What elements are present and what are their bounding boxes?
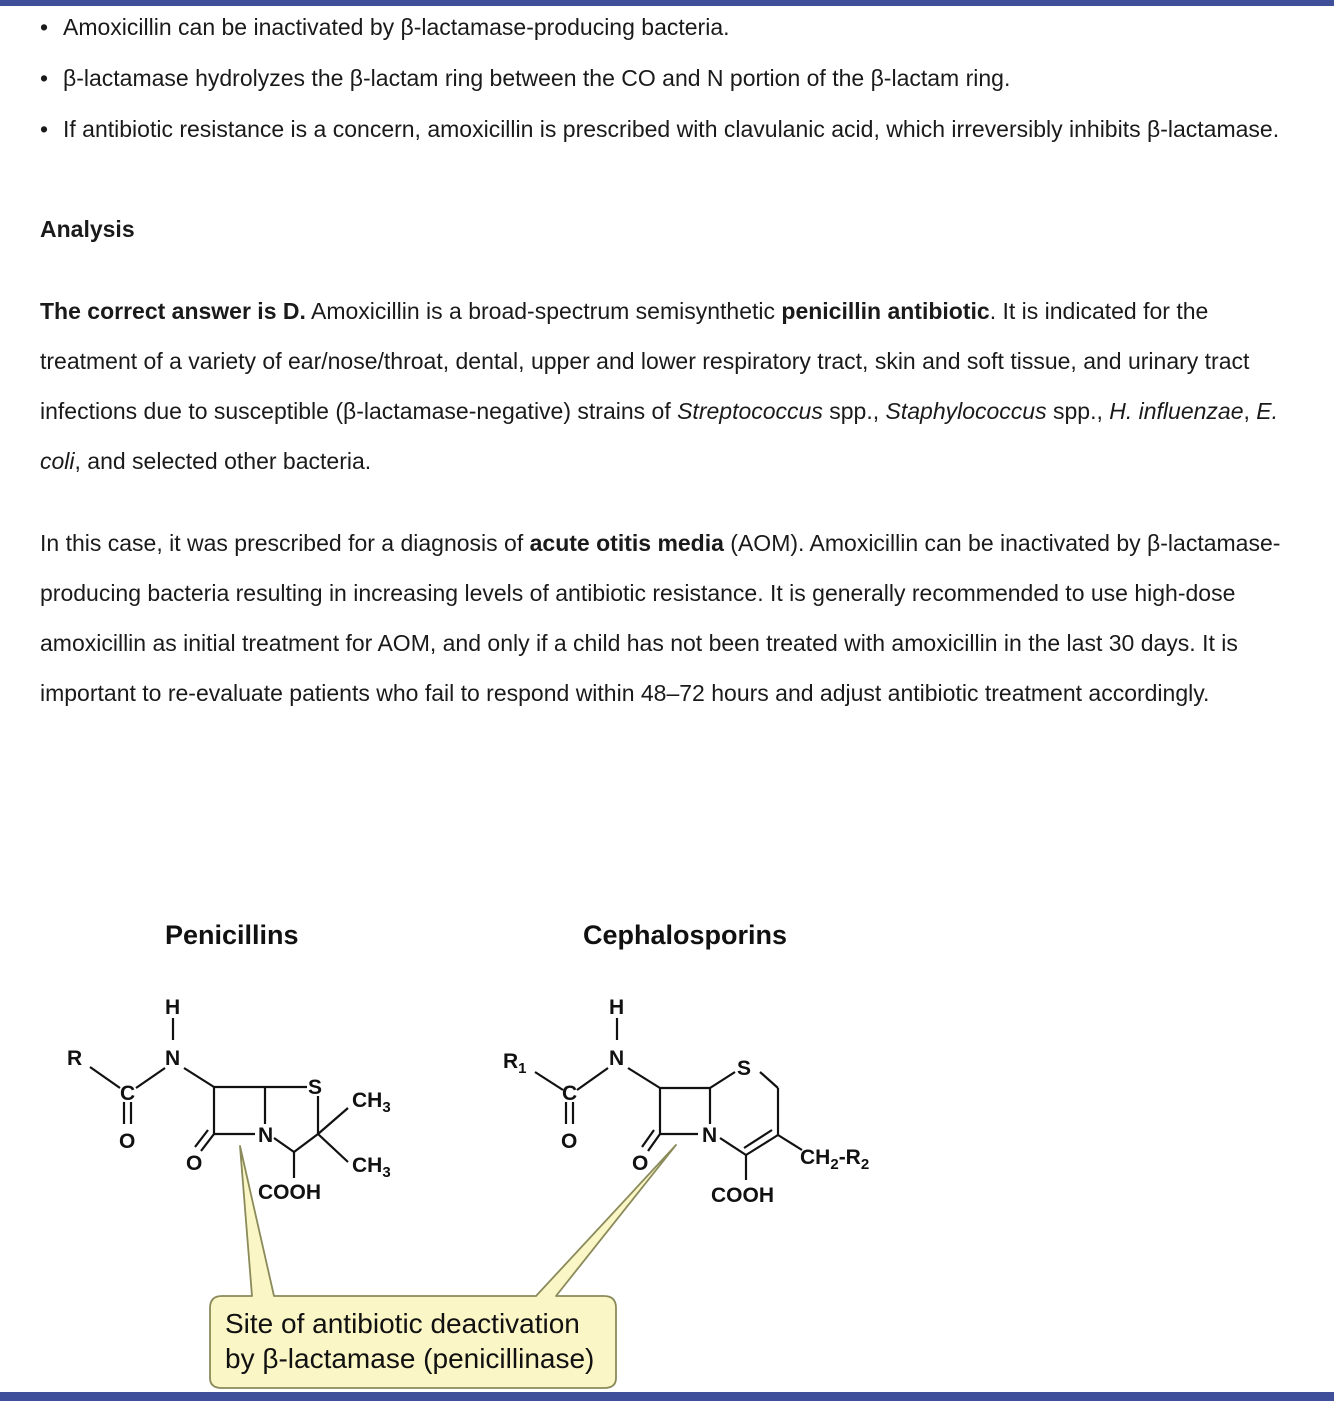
- text-run: (AOM). Amoxicillin can be inactivated by β-lactamase-producing bacteria resulting in increasing levels of antibiotic resistance. It is generally recommended to use high-dose amoxicillin as initial treatment for AOM, and only if a child has not been treated with amoxicillin in the last 30 days. It is important to re-evaluate patients who fail to respond within 48–72 hours and adjust antibiotic treatment accordingly.: [40, 530, 1281, 706]
- text-run: spp.,: [822, 398, 886, 424]
- bottom-accent-bar: [0, 1392, 1334, 1401]
- r1-group-label: $R_1$: [503, 1050, 527, 1077]
- bullet-text: Amoxicillin can be inactivated by β-lactamase-producing bacteria.: [63, 14, 730, 40]
- cephalosporin-structure: [503, 920, 869, 1207]
- bold-term: penicillin antibiotic: [781, 298, 990, 324]
- lactam-oxygen-label: O: [632, 1152, 649, 1175]
- list-item: [40, 112, 1290, 147]
- penicillins-title: Penicillins: [165, 920, 299, 950]
- sulfur-label: S: [737, 1057, 752, 1080]
- bullet-text: If antibiotic resistance is a concern, amoxicillin is prescribed with clavulanic acid, which irreversibly inhibits β-lactamase.: [63, 116, 1280, 142]
- ring-nitrogen-label: N: [702, 1124, 718, 1147]
- beta-lactam-structures-figure: [0, 880, 1334, 1392]
- analysis-heading: Analysis: [40, 216, 135, 242]
- text-run: Amoxicillin is a broad-spectrum semisynthetic: [305, 298, 782, 324]
- species-name: Staphylococcus: [885, 398, 1047, 424]
- text-run: , and selected other bacteria.: [74, 448, 372, 474]
- text-run: ,: [1243, 398, 1257, 424]
- ring-nitrogen-label: N: [258, 1124, 274, 1147]
- structures-svg: [0, 880, 1334, 1392]
- lactam-oxygen-label: O: [186, 1152, 203, 1175]
- top-accent-bar: [0, 0, 1334, 6]
- bullet-glyph: •: [40, 65, 49, 91]
- analysis-paragraph-1: [40, 286, 1290, 486]
- analysis-paragraph-2: [40, 518, 1290, 718]
- methyl-bottom-label: $CH_3$: [352, 1154, 391, 1181]
- text-run: spp.,: [1046, 398, 1110, 424]
- hydrogen-label: H: [609, 996, 625, 1019]
- text-run: In this case, it was prescribed for a diagnosis of: [40, 530, 530, 556]
- amide-nitrogen-label: N: [609, 1047, 625, 1070]
- cephalosporins-title: Cephalosporins: [583, 920, 788, 950]
- text-run: . It is indicated for the treatment of a variety of ear/nose/throat, dental, upper and lower respiratory tract, skin and soft tissue, and urinary tract infections due to susceptible (β-lactamase-negative) strains of: [40, 298, 1250, 424]
- species-name: Streptococcus: [677, 398, 823, 424]
- bold-term: acute otitis media: [529, 530, 724, 556]
- carbonyl-oxygen-label: O: [119, 1130, 136, 1153]
- bullet-glyph: •: [40, 14, 49, 40]
- carbonyl-carbon-label: C: [120, 1082, 136, 1105]
- r-group-label: R: [67, 1047, 83, 1070]
- callout-line-2: by β-lactamase (penicillinase): [225, 1343, 595, 1374]
- answer-lead: The correct answer is D.: [40, 298, 306, 324]
- carbonyl-carbon-label: C: [562, 1082, 578, 1105]
- bullet-text: β-lactamase hydrolyzes the β-lactam ring between the CO and N portion of the β-lactam ring.: [63, 65, 1011, 91]
- species-name: H. influenzae: [1109, 398, 1244, 424]
- callout-line-1: Site of antibiotic deactivation: [225, 1308, 580, 1339]
- carboxyl-label: COOH: [258, 1181, 321, 1204]
- sulfur-label: S: [308, 1076, 323, 1099]
- amide-nitrogen-label: N: [165, 1047, 181, 1070]
- carboxyl-label: COOH: [711, 1184, 774, 1207]
- ch2-r2-label: $CH_2-R_2$: [800, 1146, 870, 1173]
- carbonyl-oxygen-label: O: [561, 1130, 578, 1153]
- summary-bullet-list: [40, 10, 1290, 163]
- hydrogen-label: H: [165, 996, 181, 1019]
- species-name: E. coli: [40, 398, 1279, 474]
- penicillin-structure: [67, 920, 391, 1204]
- bullet-glyph: •: [40, 116, 49, 142]
- methyl-top-label: $CH_3$: [352, 1089, 391, 1116]
- list-item: [40, 61, 1290, 96]
- list-item: [40, 10, 1290, 45]
